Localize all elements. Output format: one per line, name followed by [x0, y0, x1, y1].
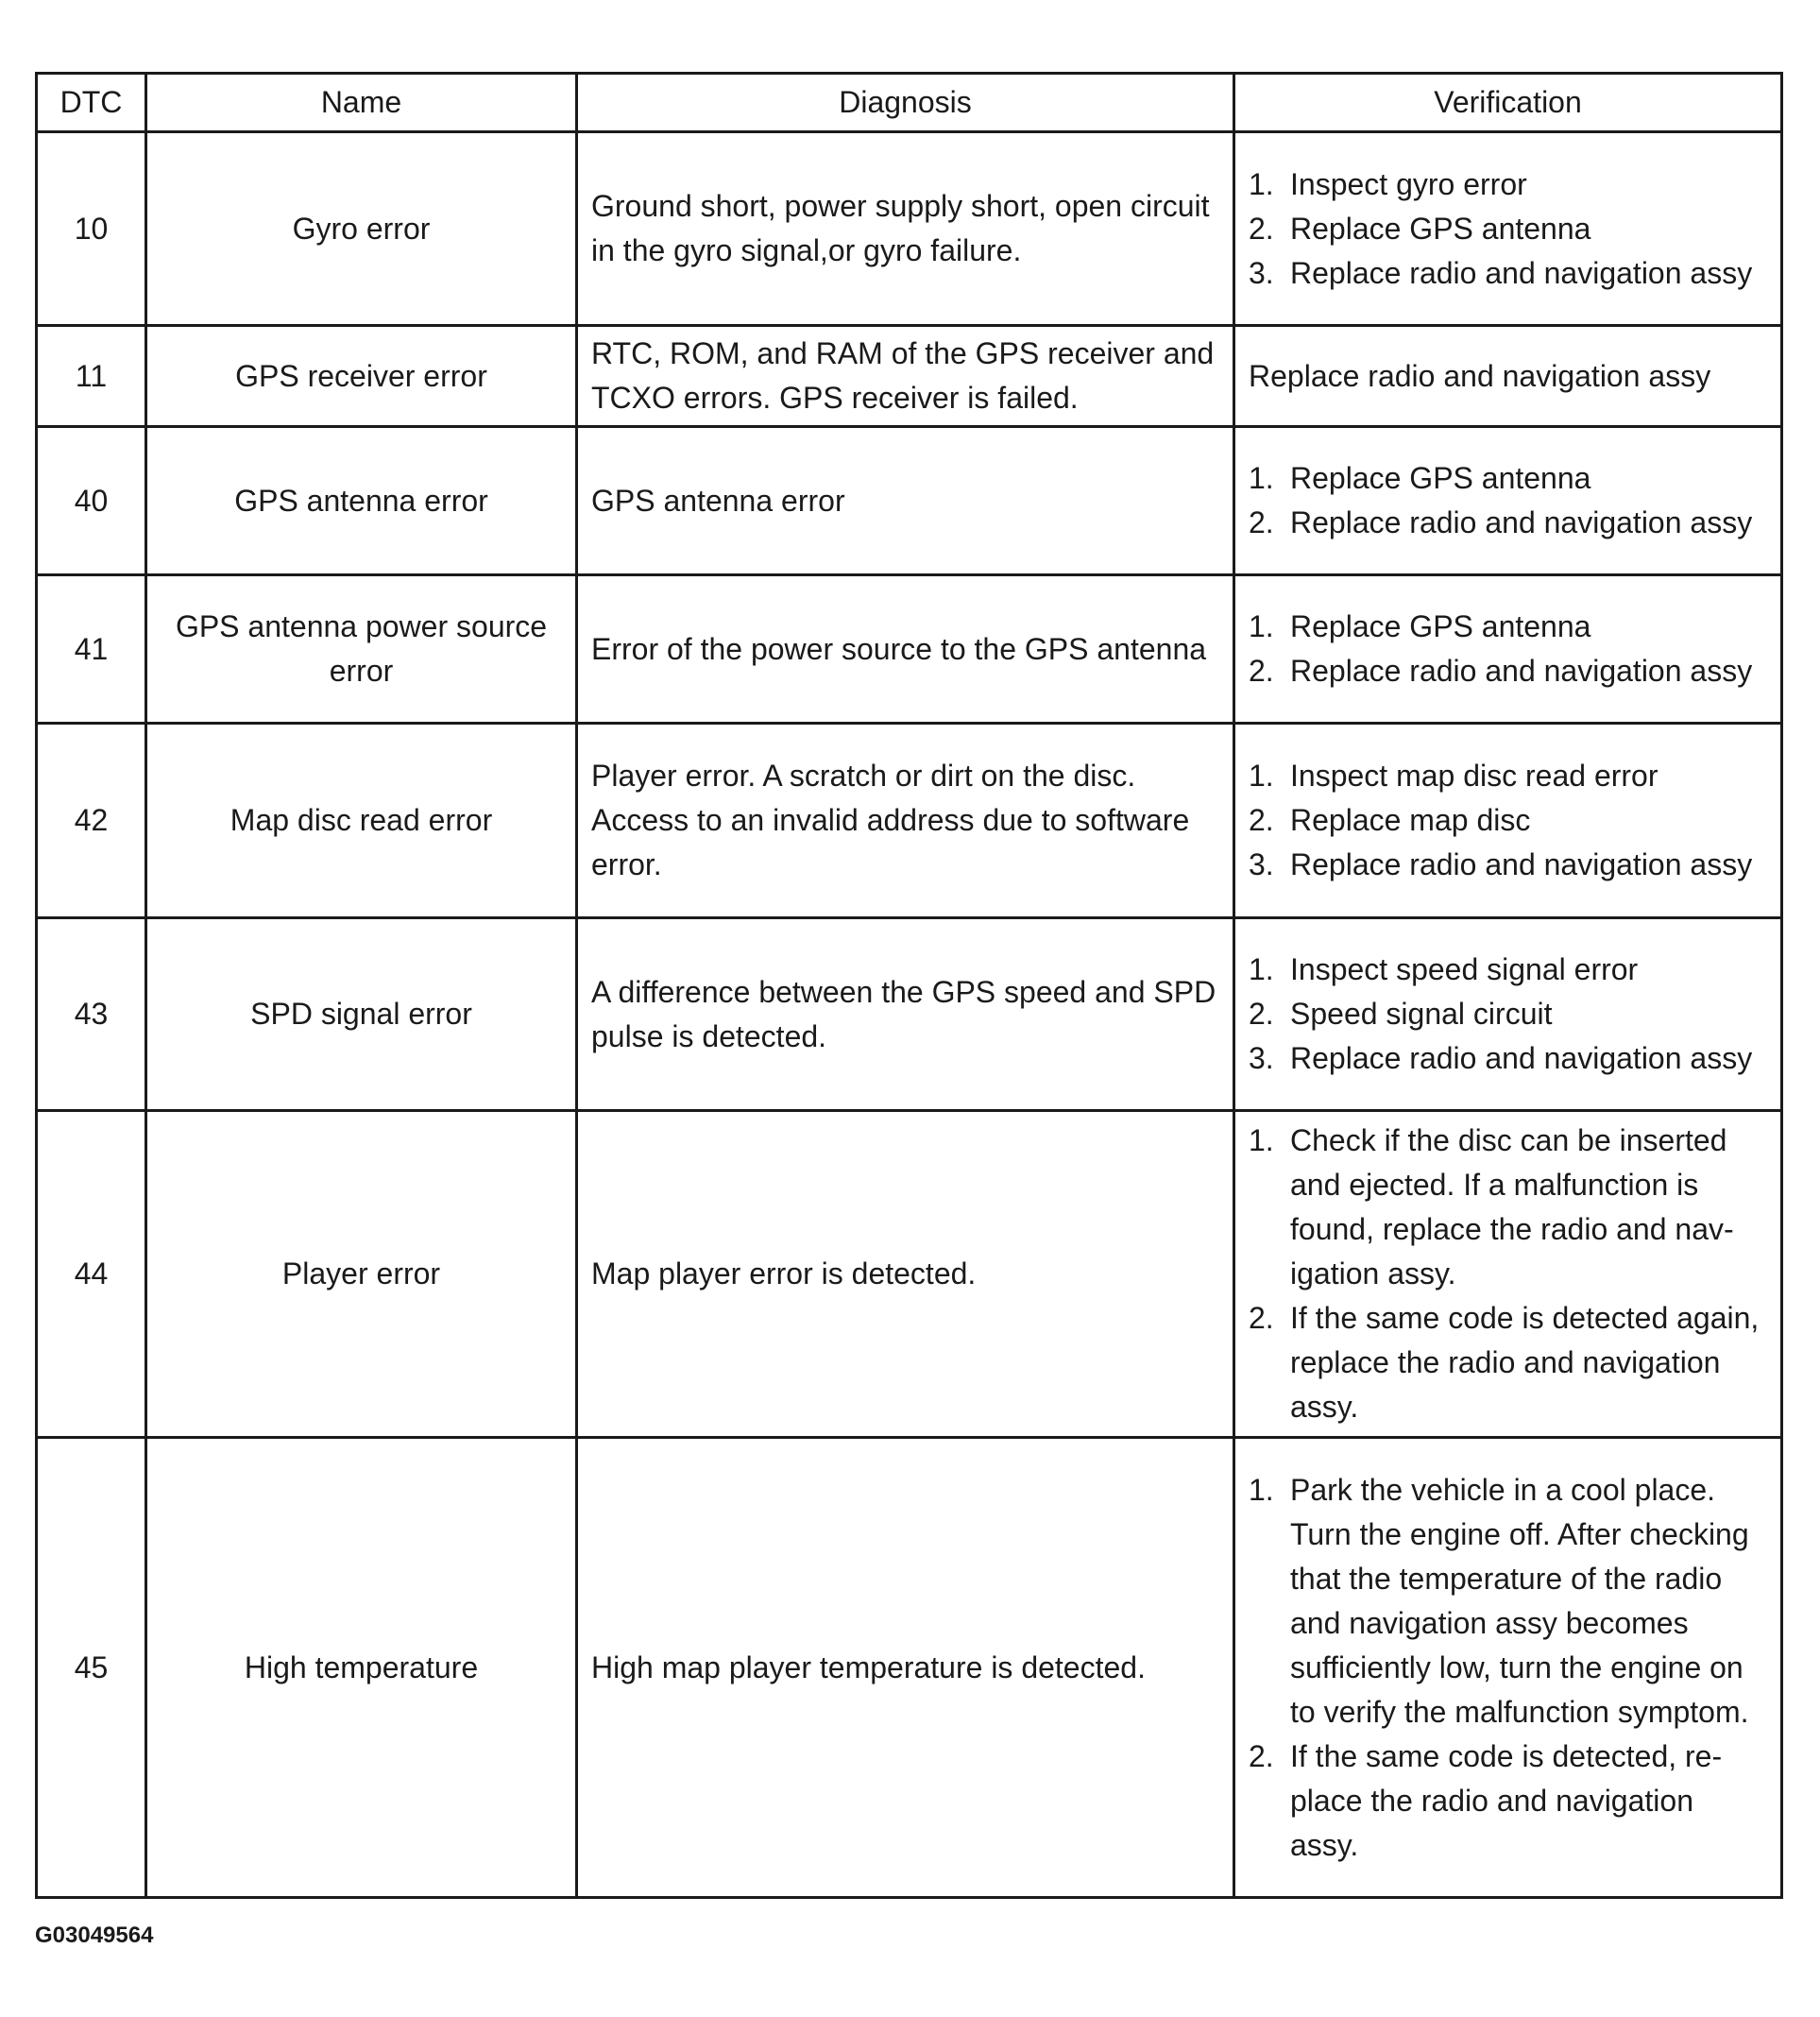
table-row: [37, 724, 1782, 918]
table-row: [37, 1438, 1782, 1898]
step-number: 2.: [1249, 654, 1274, 688]
table-body: [37, 132, 1782, 1898]
header-name: Name: [146, 74, 577, 132]
step-text: Replace radio and navigation assy: [1290, 847, 1753, 881]
diagnosis-cell: GPS antenna error: [577, 427, 1234, 575]
step-text: Speed signal circuit: [1290, 997, 1553, 1031]
table-row: [37, 1111, 1782, 1438]
verification-steps: [1249, 948, 1767, 1081]
verification-step: [1249, 843, 1767, 887]
step-number: 2.: [1249, 803, 1274, 837]
dtc-cell: 43: [37, 918, 146, 1111]
figure-id: G03049564: [35, 1923, 154, 1948]
verification-cell: [1234, 575, 1782, 724]
verification-step: [1249, 798, 1767, 843]
verification-steps: [1249, 456, 1767, 545]
verification-step: [1249, 1735, 1767, 1868]
verification-step: [1249, 754, 1767, 798]
step-text: Replace radio and navigation assy: [1290, 1041, 1753, 1075]
diagnosis-cell: RTC, ROM, and RAM of the GPS receiver and TCXO errors. GPS receiver is failed.: [577, 326, 1234, 427]
verification-step: [1249, 501, 1767, 545]
verification-cell: [1234, 918, 1782, 1111]
step-text: Check if the disc can be inserted and ejected. If a malfunction is found, replace the radio and navigation assy.: [1290, 1123, 1734, 1291]
verification-step: [1249, 456, 1767, 501]
table-row: [37, 427, 1782, 575]
step-number: 1.: [1249, 166, 1274, 201]
name-cell: Gyro error: [146, 132, 577, 326]
table-row: [37, 132, 1782, 326]
step-text: Inspect speed signal error: [1290, 952, 1639, 986]
verification-cell: [1234, 427, 1782, 575]
verification-step: [1249, 649, 1767, 693]
verification-cell: [1234, 132, 1782, 326]
header-dtc: DTC: [37, 74, 146, 132]
step-number: 3.: [1249, 847, 1274, 881]
header-verification: Verification: [1234, 74, 1782, 132]
step-text: Inspect map disc read error: [1290, 759, 1658, 793]
verification-step: [1249, 1296, 1767, 1429]
dtc-cell: 10: [37, 132, 146, 326]
header-diagnosis: Diagnosis: [577, 74, 1234, 132]
step-number: 1.: [1249, 1472, 1274, 1507]
step-number: 2.: [1249, 1301, 1274, 1335]
dtc-cell: 40: [37, 427, 146, 575]
step-text: Replace radio and navigation assy: [1290, 255, 1753, 290]
step-number: 2.: [1249, 211, 1274, 246]
dtc-cell: 11: [37, 326, 146, 427]
verification-step: [1249, 1036, 1767, 1081]
step-number: 1.: [1249, 952, 1274, 986]
dtc-cell: 41: [37, 575, 146, 724]
step-number: 3.: [1249, 255, 1274, 290]
step-number: 1.: [1249, 759, 1274, 793]
verification-step: [1249, 207, 1767, 251]
step-text: Replace radio and navigation assy: [1290, 654, 1753, 688]
step-text: Replace GPS antenna: [1290, 461, 1591, 495]
step-text: Replace GPS antenna: [1290, 211, 1591, 246]
step-text: Inspect gyro error: [1290, 166, 1527, 201]
step-text: If the same code is detected again, replace the radio and navigation assy.: [1290, 1301, 1760, 1424]
verification-steps: [1249, 754, 1767, 887]
verification-step: [1249, 1468, 1767, 1735]
diagnosis-cell: Ground short, power supply short, open circuit in the gyro signal,or gyro failure.: [577, 132, 1234, 326]
name-cell: High temperature: [146, 1438, 577, 1898]
step-text: Replace radio and navigation assy: [1290, 505, 1753, 539]
verification-step: [1249, 1119, 1767, 1296]
diagnosis-cell: A difference between the GPS speed and SPD pulse is detected.: [577, 918, 1234, 1111]
step-text: Replace map disc: [1290, 803, 1531, 837]
dtc-cell: 44: [37, 1111, 146, 1438]
verification-cell: Replace radio and navigation assy: [1234, 326, 1782, 427]
step-text: Park the vehicle in a cool place. Turn the engine off. After checking that the temperature of the radio and navigation assy becomes sufficiently low, turn the engine on to verify the malfunction symptom.: [1290, 1472, 1749, 1729]
step-number: 3.: [1249, 1041, 1274, 1075]
verification-step: [1249, 605, 1767, 649]
verification-cell: [1234, 1111, 1782, 1438]
step-number: 1.: [1249, 1123, 1274, 1157]
name-cell: GPS antenna error: [146, 427, 577, 575]
verification-cell: [1234, 724, 1782, 918]
dtc-table: [35, 72, 1783, 1899]
diagnosis-cell: High map player temperature is detected.: [577, 1438, 1234, 1898]
name-cell: Map disc read error: [146, 724, 577, 918]
step-text: If the same code is detected, replace the radio and navigation assy.: [1290, 1738, 1723, 1862]
verification-steps: [1249, 1119, 1767, 1429]
name-cell: GPS receiver error: [146, 326, 577, 427]
header-row: [37, 74, 1782, 132]
verification-steps: [1249, 1468, 1767, 1868]
step-number: 1.: [1249, 609, 1274, 643]
diagnosis-cell: Player error. A scratch or dirt on the disc. Access to an invalid address due to software error.: [577, 724, 1234, 918]
verification-steps: [1249, 162, 1767, 296]
diagnosis-cell: Error of the power source to the GPS antenna: [577, 575, 1234, 724]
name-cell: GPS antenna power source error: [146, 575, 577, 724]
verification-step: [1249, 162, 1767, 207]
dtc-cell: 45: [37, 1438, 146, 1898]
verification-step: [1249, 992, 1767, 1036]
verification-step: [1249, 251, 1767, 296]
table-row: [37, 326, 1782, 427]
verification-steps: [1249, 605, 1767, 693]
verification-step: [1249, 948, 1767, 992]
step-text: Replace GPS antenna: [1290, 609, 1591, 643]
table-row: [37, 575, 1782, 724]
dtc-cell: 42: [37, 724, 146, 918]
table-row: [37, 918, 1782, 1111]
name-cell: Player error: [146, 1111, 577, 1438]
name-cell: SPD signal error: [146, 918, 577, 1111]
step-number: 1.: [1249, 461, 1274, 495]
step-number: 2.: [1249, 997, 1274, 1031]
step-number: 2.: [1249, 505, 1274, 539]
step-number: 2.: [1249, 1738, 1274, 1773]
diagnosis-cell: Map player error is detected.: [577, 1111, 1234, 1438]
verification-cell: [1234, 1438, 1782, 1898]
